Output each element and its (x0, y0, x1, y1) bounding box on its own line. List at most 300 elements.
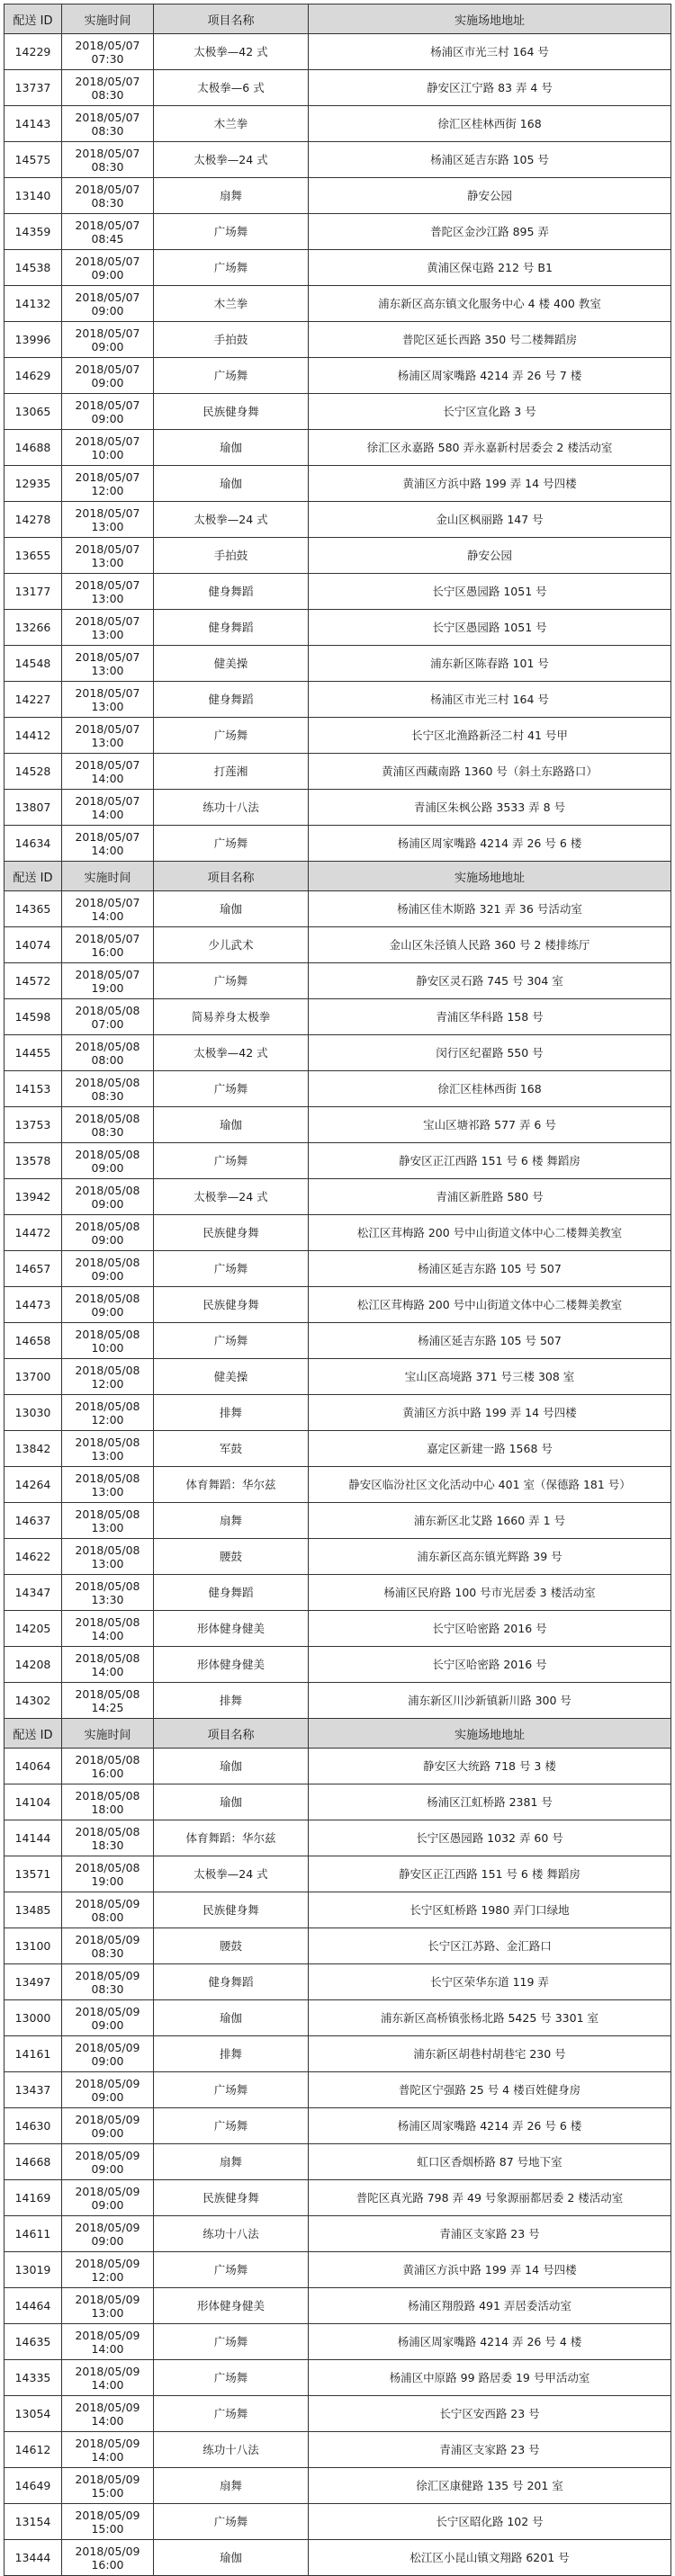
row-clock: 08:30 (91, 1088, 124, 1103)
row-time (62, 682, 154, 718)
row-id: 14132 (4, 286, 62, 322)
row-date: 2018/05/08 (75, 1650, 140, 1665)
row-date: 2018/05/07 (75, 326, 140, 340)
table-row (4, 250, 671, 286)
row-id: 14208 (4, 1647, 62, 1683)
table-row (4, 1287, 671, 1323)
row-address: 黄浦区方浜中路 199 弄 14 号四楼 (309, 2252, 671, 2288)
row-date: 2018/05/07 (75, 290, 140, 304)
row-address: 静安公园 (309, 178, 671, 214)
row-clock: 09:00 (91, 303, 124, 318)
row-address: 静安区正江西路 151 号 6 楼 舞蹈房 (309, 1143, 671, 1179)
row-date: 2018/05/09 (75, 1896, 140, 1910)
row-id: 14412 (4, 718, 62, 754)
row-address: 静安区临汾社区文化活动中心 401 室（保德路 181 号） (309, 1467, 671, 1503)
row-project-name: 形体健身健美 (154, 1611, 309, 1647)
row-address: 浦东新区高桥镇张杨北路 5425 号 3301 室 (309, 2000, 671, 2036)
row-clock: 08:30 (91, 1981, 124, 1996)
row-id: 14335 (4, 2360, 62, 2396)
row-id: 13485 (4, 1892, 62, 1928)
row-project-name: 广场舞 (154, 826, 309, 862)
row-project-name: 健身舞蹈 (154, 574, 309, 610)
table-row (4, 610, 671, 646)
row-project-name: 体育舞蹈：华尔兹 (154, 1820, 309, 1856)
row-address: 长宁区宣化路 3 号 (309, 394, 671, 430)
row-clock: 14:00 (91, 908, 124, 923)
row-clock: 08:00 (91, 1910, 124, 1924)
row-date: 2018/05/09 (75, 2040, 140, 2054)
row-project-name: 健美操 (154, 1359, 309, 1395)
row-time (62, 2324, 154, 2360)
row-clock: 09:00 (91, 411, 124, 425)
row-time (62, 2504, 154, 2540)
row-time (62, 1503, 154, 1539)
row-date: 2018/05/09 (75, 2508, 140, 2522)
row-project-name: 广场舞 (154, 250, 309, 286)
row-date: 2018/05/09 (75, 2292, 140, 2306)
header-address: 实施场地地址 (309, 862, 671, 891)
row-time (62, 2000, 154, 2036)
header-id: 配送 ID (4, 4, 62, 34)
row-clock: 09:00 (91, 2197, 124, 2212)
row-address: 长宁区江苏路、金汇路口 (309, 1928, 671, 1964)
row-project-name: 广场舞 (154, 2252, 309, 2288)
row-project-name: 木兰拳 (154, 106, 309, 142)
row-date: 2018/05/09 (75, 2220, 140, 2234)
row-clock: 09:00 (91, 2053, 124, 2068)
row-date: 2018/05/07 (75, 829, 140, 844)
row-date: 2018/05/08 (75, 1579, 140, 1593)
header-name: 项目名称 (154, 862, 309, 891)
row-address: 杨浦区周家嘴路 4214 弄 26 号 6 楼 (309, 2108, 671, 2144)
header-address: 实施场地地址 (309, 4, 671, 34)
table-row (4, 718, 671, 754)
row-clock: 08:45 (91, 231, 124, 246)
table-row (4, 286, 671, 322)
table-row (4, 2108, 671, 2144)
row-id: 14668 (4, 2144, 62, 2180)
row-time (62, 1820, 154, 1856)
row-clock: 08:30 (91, 87, 124, 102)
row-date: 2018/05/09 (75, 2328, 140, 2342)
table-row (4, 142, 671, 178)
row-date: 2018/05/08 (75, 1183, 140, 1197)
row-id: 12935 (4, 466, 62, 502)
row-address: 杨浦区市光三村 164 号 (309, 34, 671, 70)
row-clock: 12:00 (91, 1412, 124, 1427)
row-address: 徐汇区桂林西街 168 (309, 1071, 671, 1107)
row-time (62, 2252, 154, 2288)
header-name: 项目名称 (154, 1719, 309, 1749)
table-row (4, 322, 671, 358)
table-row (4, 2180, 671, 2216)
row-time (62, 70, 154, 106)
row-id: 14472 (4, 1215, 62, 1251)
row-clock: 09:00 (91, 339, 124, 353)
row-project-name: 广场舞 (154, 2072, 309, 2108)
row-time (62, 358, 154, 394)
row-date: 2018/05/09 (75, 2112, 140, 2126)
row-id: 13571 (4, 1856, 62, 1892)
row-time (62, 2540, 154, 2576)
row-address: 宝山区塘祁路 577 弄 6 号 (309, 1107, 671, 1143)
row-address: 浦东新区高东镇光辉路 39 号 (309, 1539, 671, 1575)
row-id: 13100 (4, 1928, 62, 1964)
row-time (62, 1395, 154, 1431)
row-project-name: 瑜伽 (154, 2540, 309, 2576)
table-row (4, 1179, 671, 1215)
row-project-name: 健美操 (154, 646, 309, 682)
row-date: 2018/05/08 (75, 1399, 140, 1413)
row-address: 长宁区荣华东道 119 弄 (309, 1964, 671, 2000)
row-address: 嘉定区新建一路 1568 号 (309, 1431, 671, 1467)
row-project-name: 少儿武术 (154, 927, 309, 963)
row-date: 2018/05/07 (75, 110, 140, 124)
row-id: 14074 (4, 927, 62, 963)
header-time: 实施时间 (62, 1719, 154, 1749)
row-time (62, 2108, 154, 2144)
table-row (4, 891, 671, 927)
row-date: 2018/05/08 (75, 1363, 140, 1377)
row-id: 14169 (4, 2180, 62, 2216)
row-address: 浦东新区高东镇文化服务中心 4 楼 400 教室 (309, 286, 671, 322)
row-time (62, 2360, 154, 2396)
row-address: 普陀区宁强路 25 号 4 楼百姓健身房 (309, 2072, 671, 2108)
table-row (4, 466, 671, 502)
row-time (62, 1035, 154, 1071)
row-address: 浦东新区北艾路 1660 弄 1 号 (309, 1503, 671, 1539)
row-time (62, 322, 154, 358)
row-time (62, 1287, 154, 1323)
row-project-name: 瑜伽 (154, 891, 309, 927)
row-project-name: 太极拳—42 式 (154, 34, 309, 70)
row-id: 14473 (4, 1287, 62, 1323)
row-clock: 19:00 (91, 1874, 124, 1888)
table-row (4, 502, 671, 538)
row-date: 2018/05/08 (75, 1824, 140, 1838)
table-row (4, 70, 671, 106)
row-time (62, 754, 154, 790)
row-address: 长宁区愚园路 1051 号 (309, 610, 671, 646)
table-row (4, 2144, 671, 2180)
row-id: 14637 (4, 1503, 62, 1539)
row-id: 14657 (4, 1251, 62, 1287)
row-address: 静安区大统路 718 号 3 楼 (309, 1749, 671, 1784)
row-id: 14143 (4, 106, 62, 142)
table-row (4, 999, 671, 1035)
row-project-name: 简易养身太极拳 (154, 999, 309, 1035)
table-row (4, 754, 671, 790)
row-address: 浦东新区川沙新镇新川路 300 号 (309, 1683, 671, 1719)
row-clock: 15:00 (91, 2485, 124, 2500)
row-time (62, 250, 154, 286)
row-project-name: 太极拳—6 式 (154, 70, 309, 106)
row-date: 2018/05/09 (75, 2400, 140, 2414)
row-date: 2018/05/08 (75, 1614, 140, 1629)
row-address: 普陀区金沙江路 895 弄 (309, 214, 671, 250)
row-id: 14153 (4, 1071, 62, 1107)
row-time (62, 574, 154, 610)
row-time (62, 178, 154, 214)
row-date: 2018/05/07 (75, 74, 140, 88)
row-clock: 14:00 (91, 2341, 124, 2356)
row-time (62, 1323, 154, 1359)
table-row (4, 538, 671, 574)
row-address: 松江区小昆山镇文翔路 6201 号 (309, 2540, 671, 2576)
table-row (4, 1928, 671, 1964)
row-time (62, 963, 154, 999)
table-row (4, 1820, 671, 1856)
table-row (4, 790, 671, 826)
table-row (4, 1892, 671, 1928)
row-time (62, 2180, 154, 2216)
row-time (62, 1179, 154, 1215)
row-clock: 14:00 (91, 771, 124, 785)
row-project-name: 广场舞 (154, 214, 309, 250)
table-row (4, 358, 671, 394)
row-address: 徐汇区桂林西街 168 (309, 106, 671, 142)
row-time (62, 1431, 154, 1467)
row-date: 2018/05/07 (75, 362, 140, 376)
row-id: 14302 (4, 1683, 62, 1719)
row-date: 2018/05/08 (75, 1147, 140, 1161)
row-address: 普陀区真光路 798 弄 49 号象源丽都居委 2 楼活动室 (309, 2180, 671, 2216)
row-project-name: 民族健身舞 (154, 1892, 309, 1928)
row-id: 14229 (4, 34, 62, 70)
row-address: 杨浦区周家嘴路 4214 弄 26 号 6 楼 (309, 826, 671, 862)
row-time (62, 502, 154, 538)
table-row (4, 394, 671, 430)
table-row (4, 2072, 671, 2108)
table-row (4, 1395, 671, 1431)
row-clock: 18:00 (91, 1802, 124, 1816)
row-id: 14464 (4, 2288, 62, 2324)
table-row (4, 1359, 671, 1395)
row-date: 2018/05/07 (75, 254, 140, 268)
row-id: 13497 (4, 1964, 62, 2000)
row-time (62, 1683, 154, 1719)
row-time (62, 1143, 154, 1179)
row-project-name: 手拍鼓 (154, 538, 309, 574)
row-date: 2018/05/08 (75, 1860, 140, 1874)
row-date: 2018/05/08 (75, 1327, 140, 1341)
row-id: 13154 (4, 2504, 62, 2540)
row-project-name: 健身舞蹈 (154, 610, 309, 646)
row-id: 14064 (4, 1749, 62, 1784)
row-project-name: 太极拳—24 式 (154, 1179, 309, 1215)
row-project-name: 广场舞 (154, 2108, 309, 2144)
row-project-name: 腰鼓 (154, 1539, 309, 1575)
table-row (4, 963, 671, 999)
row-date: 2018/05/08 (75, 1543, 140, 1557)
row-time (62, 1107, 154, 1143)
row-id: 13000 (4, 2000, 62, 2036)
table-row (4, 1749, 671, 1784)
row-address: 杨浦区江虹桥路 2381 号 (309, 1784, 671, 1820)
table-row (4, 826, 671, 862)
table-row (4, 2432, 671, 2468)
table-row (4, 1467, 671, 1503)
row-clock: 09:00 (91, 375, 124, 389)
row-id: 14688 (4, 430, 62, 466)
row-id: 13655 (4, 538, 62, 574)
table-row (4, 2036, 671, 2072)
row-id: 13030 (4, 1395, 62, 1431)
row-address: 杨浦区周家嘴路 4214 弄 26 号 7 楼 (309, 358, 671, 394)
row-date: 2018/05/07 (75, 470, 140, 484)
row-time (62, 2432, 154, 2468)
row-project-name: 形体健身健美 (154, 2288, 309, 2324)
row-project-name: 瑜伽 (154, 1107, 309, 1143)
table-row (4, 1251, 671, 1287)
table-row (4, 430, 671, 466)
row-clock: 14:00 (91, 2449, 124, 2464)
row-time (62, 1784, 154, 1820)
row-project-name: 手拍鼓 (154, 322, 309, 358)
row-address: 青浦区华科路 158 号 (309, 999, 671, 1035)
row-id: 13140 (4, 178, 62, 214)
row-time (62, 1359, 154, 1395)
table-row (4, 1071, 671, 1107)
row-time (62, 610, 154, 646)
row-clock: 14:00 (91, 1628, 124, 1642)
row-project-name: 广场舞 (154, 1323, 309, 1359)
table-row (4, 927, 671, 963)
row-project-name: 军鼓 (154, 1431, 309, 1467)
row-clock: 13:00 (91, 735, 124, 749)
row-id: 14144 (4, 1820, 62, 1856)
row-address: 青浦区朱枫公路 3533 弄 8 号 (309, 790, 671, 826)
row-time (62, 394, 154, 430)
row-address: 杨浦区市光三村 164 号 (309, 682, 671, 718)
row-id: 14455 (4, 1035, 62, 1071)
row-id: 13444 (4, 2540, 62, 2576)
row-clock: 12:00 (91, 2269, 124, 2284)
row-clock: 16:00 (91, 2557, 124, 2572)
row-project-name: 排舞 (154, 1395, 309, 1431)
row-address: 金山区枫丽路 147 号 (309, 502, 671, 538)
row-id: 13942 (4, 1179, 62, 1215)
row-address: 静安区江宁路 83 弄 4 号 (309, 70, 671, 106)
table-row (4, 2000, 671, 2036)
table-header-row (4, 862, 671, 891)
row-address: 松江区茸梅路 200 号中山街道文体中心二楼舞美教室 (309, 1287, 671, 1323)
row-address: 徐汇区康健路 135 号 201 室 (309, 2468, 671, 2504)
table-row (4, 2324, 671, 2360)
row-project-name: 民族健身舞 (154, 394, 309, 430)
row-id: 14634 (4, 826, 62, 862)
row-time (62, 999, 154, 1035)
row-date: 2018/05/09 (75, 2148, 140, 2162)
row-date: 2018/05/08 (75, 1111, 140, 1125)
row-project-name: 瑜伽 (154, 430, 309, 466)
row-date: 2018/05/09 (75, 2364, 140, 2378)
row-time (62, 2216, 154, 2252)
row-address: 黄浦区保屯路 212 号 B1 (309, 250, 671, 286)
row-project-name: 太极拳—24 式 (154, 142, 309, 178)
row-clock: 14:00 (91, 807, 124, 821)
row-clock: 14:00 (91, 1664, 124, 1678)
row-time (62, 1539, 154, 1575)
row-time (62, 214, 154, 250)
row-id: 14264 (4, 1467, 62, 1503)
header-id: 配送 ID (4, 862, 62, 891)
row-address: 杨浦区民府路 100 号市光居委 3 楼活动室 (309, 1575, 671, 1611)
row-id: 14365 (4, 891, 62, 927)
row-date: 2018/05/09 (75, 2436, 140, 2450)
row-project-name: 太极拳—42 式 (154, 1035, 309, 1071)
row-clock: 08:30 (91, 1945, 124, 1960)
row-date: 2018/05/07 (75, 931, 140, 945)
row-project-name: 广场舞 (154, 2360, 309, 2396)
row-date: 2018/05/07 (75, 146, 140, 160)
row-date: 2018/05/08 (75, 1471, 140, 1485)
row-id: 14575 (4, 142, 62, 178)
table-row (4, 1539, 671, 1575)
row-clock: 13:00 (91, 627, 124, 641)
table-row (4, 2468, 671, 2504)
row-date: 2018/05/07 (75, 505, 140, 520)
table-row (4, 1964, 671, 2000)
row-address: 静安区灵石路 745 号 304 室 (309, 963, 671, 999)
row-date: 2018/05/07 (75, 38, 140, 52)
header-id: 配送 ID (4, 1719, 62, 1749)
row-address: 徐汇区永嘉路 580 弄永嘉新村居委会 2 楼活动室 (309, 430, 671, 466)
row-project-name: 广场舞 (154, 2324, 309, 2360)
table-row (4, 2540, 671, 2576)
row-id: 13065 (4, 394, 62, 430)
row-address: 长宁区昭化路 102 号 (309, 2504, 671, 2540)
row-project-name: 广场舞 (154, 718, 309, 754)
row-address: 长宁区安西路 23 号 (309, 2396, 671, 2432)
row-date: 2018/05/08 (75, 1435, 140, 1449)
row-time (62, 2396, 154, 2432)
row-time (62, 34, 154, 70)
row-address: 长宁区哈密路 2016 号 (309, 1611, 671, 1647)
row-project-name: 排舞 (154, 1683, 309, 1719)
row-time (62, 1892, 154, 1928)
table-row (4, 2360, 671, 2396)
row-clock: 09:00 (91, 2161, 124, 2176)
row-project-name: 扇舞 (154, 178, 309, 214)
row-address: 松江区茸梅路 200 号中山街道文体中心二楼舞美教室 (309, 1215, 671, 1251)
row-address: 黄浦区西藏南路 1360 号（斜土东路路口） (309, 754, 671, 790)
row-clock: 19:00 (91, 980, 124, 995)
table-row (4, 1431, 671, 1467)
row-address: 杨浦区中原路 99 路居委 19 号甲活动室 (309, 2360, 671, 2396)
row-id: 13842 (4, 1431, 62, 1467)
row-id: 13266 (4, 610, 62, 646)
row-time (62, 2036, 154, 2072)
row-clock: 08:30 (91, 159, 124, 174)
row-date: 2018/05/07 (75, 895, 140, 909)
row-clock: 09:00 (91, 1268, 124, 1283)
row-address: 普陀区延长西路 350 号二楼舞蹈房 (309, 322, 671, 358)
header-address: 实施场地地址 (309, 1719, 671, 1749)
row-address: 浦东新区陈春路 101 号 (309, 646, 671, 682)
row-date: 2018/05/07 (75, 721, 140, 736)
row-address: 金山区朱泾镇人民路 360 号 2 楼排练厅 (309, 927, 671, 963)
row-address: 青浦区支家路 23 号 (309, 2432, 671, 2468)
row-clock: 09:00 (91, 1304, 124, 1319)
row-address: 闵行区纪翟路 550 号 (309, 1035, 671, 1071)
row-clock: 09:00 (91, 1196, 124, 1211)
table-row (4, 2504, 671, 2540)
row-address: 杨浦区佳木斯路 321 弄 36 号活动室 (309, 891, 671, 927)
row-project-name: 健身舞蹈 (154, 682, 309, 718)
row-clock: 14:25 (91, 1700, 124, 1714)
row-id: 14548 (4, 646, 62, 682)
